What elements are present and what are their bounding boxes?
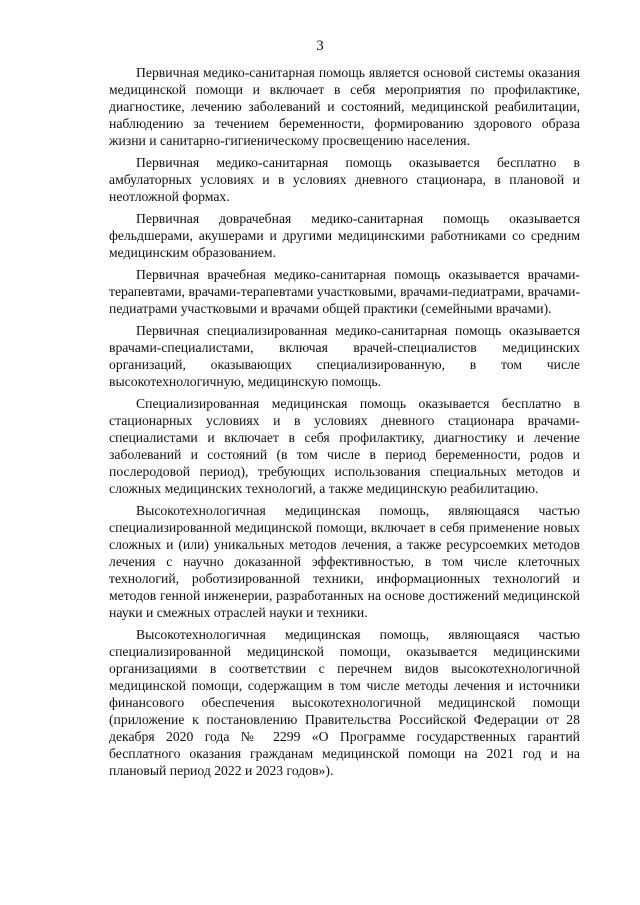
paragraph-high-tech-care: Высокотехнологичная медицинская помощь, являющаяся частью специализированной медицинской помощи, включает в себя применение новых сложных и (или) уникальных методов лечения, а также ресурсоемких методов лечения с научно доказанной эффективностью, в том числе клеточных технологий, роботизированной техники, информационных технологий и методов генной инженерии, разработанных на основе достижений медицинской науки и смежных отраслей науки и техники. <box>109 503 580 620</box>
paragraph-physician-care: Первичная врачебная медико-санитарная помощь оказывается врачами-терапевтами, врачами-терапевтами участковыми, врачами-педиатрами, врачами-педиатрами участковыми и врачами общей практики (семейными врачами). <box>109 267 580 316</box>
paragraph-primary-care-basis: Первичная медико-санитарная помощь является основой системы оказания медицинской помощи и включает в себя мероприятия по профилактике, диагностике, лечению заболеваний и состояний, медицинской реабилитации, наблюдению за течением беременности, формированию здорового образа жизни и санитарно-гигиеническому просвещению населения. <box>109 65 580 148</box>
paragraph-specialized-care: Специализированная медицинская помощь оказывается бесплатно в стационарных условиях и в условиях дневного стационара врачами-специалистами и включает в себя профилактику, диагностику и лечение заболеваний и состояний (в том числе в период беременности, родов и послеродовой период), требующих использования специальных методов и сложных медицинских технологий, а также медицинскую реабилитацию. <box>109 396 580 496</box>
paragraph-specialized-primary-care: Первичная специализированная медико-санитарная помощь оказывается врачами-специалистами, включая врачей-специалистов медицинских организаций, оказывающих специализированную, в том числе высокотехнологичную, медицинскую помощь. <box>109 323 580 389</box>
paragraph-pre-physician-care: Первичная доврачебная медико-санитарная помощь оказывается фельдшерами, акушерами и другими медицинскими работниками со средним медицинским образованием. <box>109 211 580 260</box>
paragraph-high-tech-care-provision: Высокотехнологичная медицинская помощь, являющаяся частью специализированной медицинской помощи, оказывается медицинскими организациями в соответствии с перечнем видов высокотехнологичной медицинской помощи, содержащим в том числе методы лечения и источники финансового обеспечения высокотехнологичной медицинской помощи (приложение к постановлению Правительства Российской Федерации от 28 декабря 2020 года № 2299 «О Программе государственных гарантий бесплатного оказания гражданам медицинской помощи на 2021 год и на плановый период 2022 и 2023 годов»). <box>109 627 580 778</box>
paragraph-primary-care-free: Первичная медико-санитарная помощь оказывается бесплатно в амбулаторных условиях и в условиях дневного стационара, в плановой и неотложной формах. <box>109 155 580 204</box>
page-number: 3 <box>316 38 324 54</box>
body-text <box>109 64 580 784</box>
